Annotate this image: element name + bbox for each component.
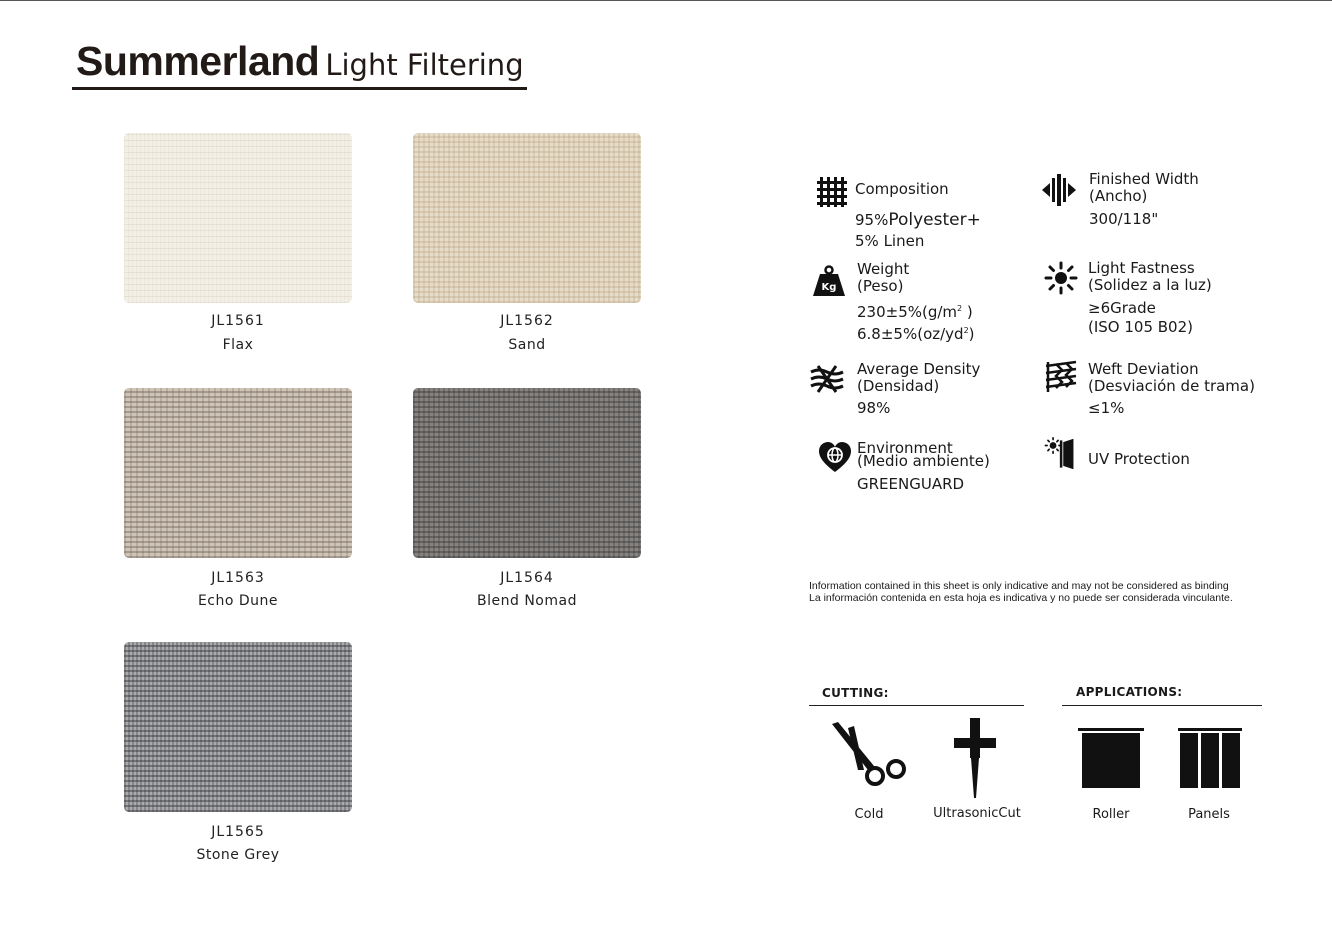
weight-imperial-sup: 2 xyxy=(963,326,969,335)
composition-material: Polyester+ xyxy=(888,210,981,230)
cutting-cold-label: Cold xyxy=(854,807,884,822)
density-label-es: (Densidad) xyxy=(857,377,940,395)
swatch-name: Blend Nomad xyxy=(477,593,577,609)
panel-blind-icon xyxy=(1178,728,1242,790)
uv-protection-label: UV Protection xyxy=(1088,450,1190,468)
light-fastness-label-es: (Solidez a la luz) xyxy=(1088,276,1212,294)
swatch-name: Flax xyxy=(222,337,254,353)
swatch-code: JL1563 xyxy=(211,570,265,586)
weft-deviation-label: Weft Deviation xyxy=(1088,360,1199,378)
product-line: Light Filtering xyxy=(325,48,524,82)
roller-blind-icon xyxy=(1078,728,1144,790)
composition-value xyxy=(855,209,981,231)
disclaimer-spanish: La información contenida en esta hoja es indicativa y no puede ser considerada vinculante. xyxy=(809,592,1233,604)
ultrasonic-cutter-icon xyxy=(950,716,1000,800)
weft-deviation-value: ≤1% xyxy=(1088,399,1125,417)
grid-weave-icon xyxy=(816,175,850,209)
title-underline xyxy=(72,87,527,90)
swatch-echo-dune xyxy=(124,388,352,558)
weight-imperial-text: 6.8±5%(oz/yd xyxy=(857,325,964,343)
heart-globe-icon xyxy=(818,441,852,475)
swatch-code: JL1564 xyxy=(500,570,554,586)
applications-rule xyxy=(1062,705,1262,706)
svg-text:Kg: Kg xyxy=(821,282,837,293)
weight-metric-text: 230±5%(g/m xyxy=(857,303,958,321)
width-arrows-icon xyxy=(1042,173,1076,207)
page-title xyxy=(76,38,524,85)
composition-label: Composition xyxy=(855,180,949,198)
swatch-flax xyxy=(124,133,352,303)
swatch-stone-grey xyxy=(124,642,352,812)
top-border xyxy=(0,0,1332,1)
disclaimer-english: Information contained in this sheet is only indicative and may not be considered as binding xyxy=(809,580,1229,592)
swatch-name: Stone Grey xyxy=(196,847,280,863)
brand-name: Summerland xyxy=(76,38,320,84)
weight-label: Weight xyxy=(857,260,910,278)
cutting-ultrasonic-label: UltrasonicCut xyxy=(933,806,1021,821)
swatch-code: JL1565 xyxy=(211,824,265,840)
weight-kg-icon xyxy=(812,264,846,298)
light-fastness-value: ≥6Grade xyxy=(1088,299,1156,317)
weft-deviation-icon xyxy=(1044,360,1078,394)
weight-imperial-close: ) xyxy=(968,325,975,343)
density-weave-icon xyxy=(810,362,844,396)
scissors-icon xyxy=(828,722,908,792)
density-label: Average Density xyxy=(857,360,981,378)
weft-deviation-label-es: (Desviación de trama) xyxy=(1088,377,1255,395)
uv-protection-icon xyxy=(1042,437,1076,471)
environment-label-es: (Medio ambiente) xyxy=(857,452,990,470)
environment-label: Environment xyxy=(857,439,953,457)
composition-percent: 95% xyxy=(855,211,889,229)
finished-width-label: Finished Width xyxy=(1089,170,1199,188)
composition-value-2: 5% Linen xyxy=(855,232,925,250)
light-fastness-standard: (ISO 105 B02) xyxy=(1088,318,1193,336)
weight-value-imperial xyxy=(857,320,975,345)
environment-value: GREENGUARD xyxy=(857,475,965,493)
sun-icon xyxy=(1044,261,1078,295)
cutting-rule xyxy=(809,705,1024,706)
weight-metric-close: ) xyxy=(962,303,973,321)
applications-heading: APPLICATIONS: xyxy=(1076,685,1183,699)
swatch-sand xyxy=(413,133,641,303)
swatch-blend-nomad xyxy=(413,388,641,558)
weight-label-es: (Peso) xyxy=(857,277,904,295)
density-value: 98% xyxy=(857,399,891,417)
finished-width-value: 300/118" xyxy=(1089,210,1159,228)
swatch-name: Echo Dune xyxy=(197,593,279,609)
swatch-code: JL1562 xyxy=(500,313,554,329)
weight-metric-sup: 2 xyxy=(957,304,963,313)
cutting-heading: CUTTING: xyxy=(822,686,889,700)
swatch-name: Sand xyxy=(508,337,546,353)
application-roller-label: Roller xyxy=(1092,807,1130,822)
light-fastness-label: Light Fastness xyxy=(1088,259,1195,277)
application-panels-label: Panels xyxy=(1188,807,1230,822)
finished-width-label-es: (Ancho) xyxy=(1089,187,1148,205)
swatch-code: JL1561 xyxy=(211,313,265,329)
